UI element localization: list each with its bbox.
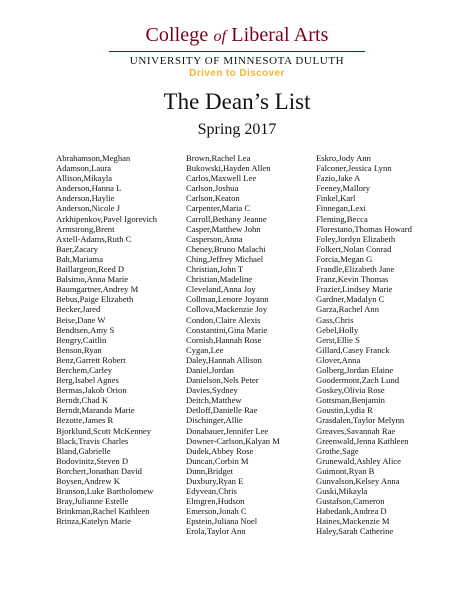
student-name: Haley,Sarah Catherine — [316, 526, 394, 537]
student-name: Frandle,Elizabeth Jane — [316, 264, 395, 275]
student-name: Grothe,Sage — [316, 445, 359, 456]
student-name: Carlos,Maxwell Lee — [186, 173, 257, 184]
student-name: Collman,Lenore Joyann — [186, 294, 269, 305]
student-name: Feeney,Mallory — [316, 183, 371, 194]
student-name: Goodermont,Zach Lund — [316, 375, 400, 386]
student-name: Berg,Isabel Agnes — [56, 375, 119, 386]
student-name: Gottsman,Benjamin — [316, 395, 385, 406]
student-name: Bezotte,James R — [56, 415, 114, 426]
student-name: Gass,Chris — [316, 314, 354, 325]
student-name: Anderson,Nicole J — [56, 203, 120, 214]
student-name: Bengry,Caitlin — [56, 334, 107, 345]
student-name: Habedank,Andrea D — [316, 506, 387, 517]
student-name: Allison,Mikayla — [56, 173, 113, 184]
student-name: Becker,Jared — [56, 304, 101, 315]
college-name-prefix: College — [145, 24, 209, 46]
student-name: Gardner,Madalyn C — [316, 294, 385, 305]
student-name: Gustafson,Cameron — [316, 496, 385, 507]
student-name: Borchert,Jonathan David — [56, 465, 142, 476]
names-column-1 — [56, 153, 157, 526]
student-name: Bodovinitz,Steven D — [56, 455, 129, 466]
student-name: Benson,Ryan — [56, 344, 102, 355]
student-name: Daniel,Jordan — [186, 364, 234, 375]
names-column-3 — [316, 153, 412, 537]
student-name: Carlson,Keaton — [186, 193, 240, 204]
student-name: Finnegan,Lexi — [316, 203, 366, 214]
student-name: Dischinger,Allie — [186, 415, 243, 426]
student-name: Greaves,Savannah Rae — [316, 425, 396, 436]
student-name: Davies,Sydney — [186, 385, 238, 396]
student-name: Christian,Madeline — [186, 274, 253, 285]
student-name: Edyvean,Chris — [186, 486, 237, 497]
college-name-suffix: Liberal Arts — [231, 24, 329, 46]
student-name: Adamson,Laura — [56, 163, 112, 174]
college-name-of: of — [213, 28, 227, 45]
student-name: Florestano,Thomas Howard — [316, 223, 412, 234]
student-name: Duxbury,Ryan E — [186, 476, 244, 486]
names-column-2 — [186, 153, 280, 537]
student-name: Bukowski,Hayden Allen — [186, 163, 271, 174]
student-name: Emerson,Jonah C — [186, 506, 247, 517]
university-name: UNIVERSITY OF MINNESOTA DULUTH — [129, 55, 345, 67]
student-name: Cheney,Bruno Malachi — [186, 243, 266, 254]
student-name: Brown,Rachel Lea — [186, 153, 251, 163]
student-name: Haines,Mackenzie M — [316, 516, 390, 527]
student-name: Guimont,Ryan B — [316, 465, 375, 476]
student-name: Dudek,Abbey Rose — [186, 445, 254, 456]
student-name: Bland,Gabrielle — [56, 445, 111, 456]
student-name: Cygan,Lee — [186, 344, 224, 355]
student-name: Berndt,Maranda Marie — [56, 405, 135, 416]
student-name: Eskro,Jody Ann — [316, 153, 371, 163]
student-name: Black,Travis Charles — [56, 435, 129, 446]
student-name: Franz,Kevin Thomas — [316, 274, 389, 285]
student-name: Brinza,Katelyn Marie — [56, 516, 131, 527]
student-name: Daley,Hannah Allison — [186, 354, 262, 365]
student-name: Christian,John T — [186, 264, 244, 275]
university-tagline: Driven to Discover — [189, 68, 285, 79]
student-name: Elmgren,Hudson — [186, 496, 245, 507]
student-name: Gillard,Casey Franck — [316, 344, 390, 355]
student-name: Baumgartner,Andrey M — [56, 284, 139, 295]
student-name: Fazio,Jake A — [316, 173, 361, 184]
student-name: Armstrong,Brent — [56, 223, 115, 234]
student-name: Downer-Carlson,Kalyan M — [186, 435, 280, 446]
student-name: Casper,Matthew John — [186, 223, 261, 234]
student-name: Grasdalen,Taylor Melynn — [316, 415, 405, 426]
student-name: Cornish,Hannah Rose — [186, 334, 262, 345]
student-name: Brinkman,Rachel Kathleen — [56, 506, 150, 517]
student-name: Bermas,Jakob Orion — [56, 385, 127, 396]
student-name: Beise,Dane W — [56, 314, 106, 325]
student-name: Grunewald,Ashley Alice — [316, 455, 401, 466]
student-name: Gebel,Holly — [316, 324, 359, 335]
student-name: Berchem,Carley — [56, 364, 113, 375]
student-name: Bah,Mariama — [56, 253, 104, 264]
student-name: Boysen,Andrew K — [56, 476, 120, 486]
student-name: Guski,Mikayla — [316, 486, 368, 497]
student-name: Garza,Rachel Ann — [316, 304, 379, 315]
student-name: Berndt,Chad K — [56, 395, 109, 406]
student-name: Casperson,Anna — [186, 233, 243, 244]
student-name: Axtell-Adams,Ruth C — [56, 233, 132, 244]
student-name: Erola,Taylor Ann — [186, 526, 246, 537]
student-name: Abrahamson,Meghan — [56, 153, 131, 163]
student-name: Dunn,Bridget — [186, 465, 234, 476]
student-name: Golberg,Jordan Elaine — [316, 364, 394, 375]
header-divider — [109, 51, 365, 52]
student-name: Anderson,Haylie — [56, 193, 115, 204]
student-name: Donabauer,Jennifer Lee — [186, 425, 269, 436]
student-name: Gunvalson,Kelsey Anna — [316, 476, 400, 486]
student-name: Detloff,Danielle Rae — [186, 405, 258, 416]
student-name: Folkert,Nolan Conrad — [316, 243, 392, 254]
student-name: Fleming,Becca — [316, 213, 368, 224]
student-name: Carlson,Joshua — [186, 183, 239, 194]
student-name: Anderson,Hanna L — [56, 183, 122, 194]
student-name: Danielson,Nels Peter — [186, 375, 259, 386]
college-logo-wordmark — [0, 24, 474, 48]
student-name: Cleveland,Anna Joy — [186, 284, 256, 295]
student-name: Ching,Jeffrey Michael — [186, 253, 264, 264]
student-name: Forcia,Megan G — [316, 253, 373, 264]
student-name: Carpenter,Maria C — [186, 203, 251, 214]
college-header — [0, 24, 474, 80]
student-name: Bendtsen,Amy S — [56, 324, 115, 335]
student-name: Constantini,Gina Marie — [186, 324, 268, 335]
student-name: Baer,Zacary — [56, 243, 98, 254]
student-name: Deitch,Matthew — [186, 395, 242, 406]
student-name: Benz,Garrett Robert — [56, 354, 126, 365]
student-name: Goskey,Olivia Rose — [316, 385, 385, 396]
student-name: Collova,Mackenzie Joy — [186, 304, 268, 315]
student-name: Duncan,Corbin M — [186, 455, 249, 466]
student-name: Balsimo,Anna Marie — [56, 274, 129, 285]
student-name: Branson,Luke Bartholomew — [56, 486, 154, 497]
student-name: Frazier,Lindsey Marie — [316, 284, 393, 295]
student-name: Arkhipenkov,Pavel Igorevich — [56, 213, 158, 224]
student-name: Bebus,Paige Elizabeth — [56, 294, 134, 305]
term-subtitle: Spring 2017 — [197, 121, 277, 138]
student-name: Foley,Jordyn Elizabeth — [316, 233, 396, 244]
page-title: The Dean’s List — [163, 89, 311, 114]
student-name: Goustin,Lydia R — [316, 405, 373, 416]
student-name: Greenwald,Jenna Kathleen — [316, 435, 409, 446]
student-name: Finkel,Karl — [316, 193, 356, 204]
student-name: Condon,Claire Alexis — [186, 314, 261, 325]
student-name: Gerst,Ellie S — [316, 334, 360, 345]
student-name: Bjorklund,Scott McKenney — [56, 425, 151, 436]
student-name: Bray,Julianne Estelle — [56, 496, 129, 507]
student-name: Glover,Anna — [316, 354, 361, 365]
student-name: Epstein,Juliana Noel — [186, 516, 258, 527]
student-name: Carroll,Bethany Jeanne — [186, 213, 267, 224]
student-name: Baillargeon,Reed D — [56, 264, 125, 275]
student-name: Falconer,Jessica Lynn — [316, 163, 392, 174]
